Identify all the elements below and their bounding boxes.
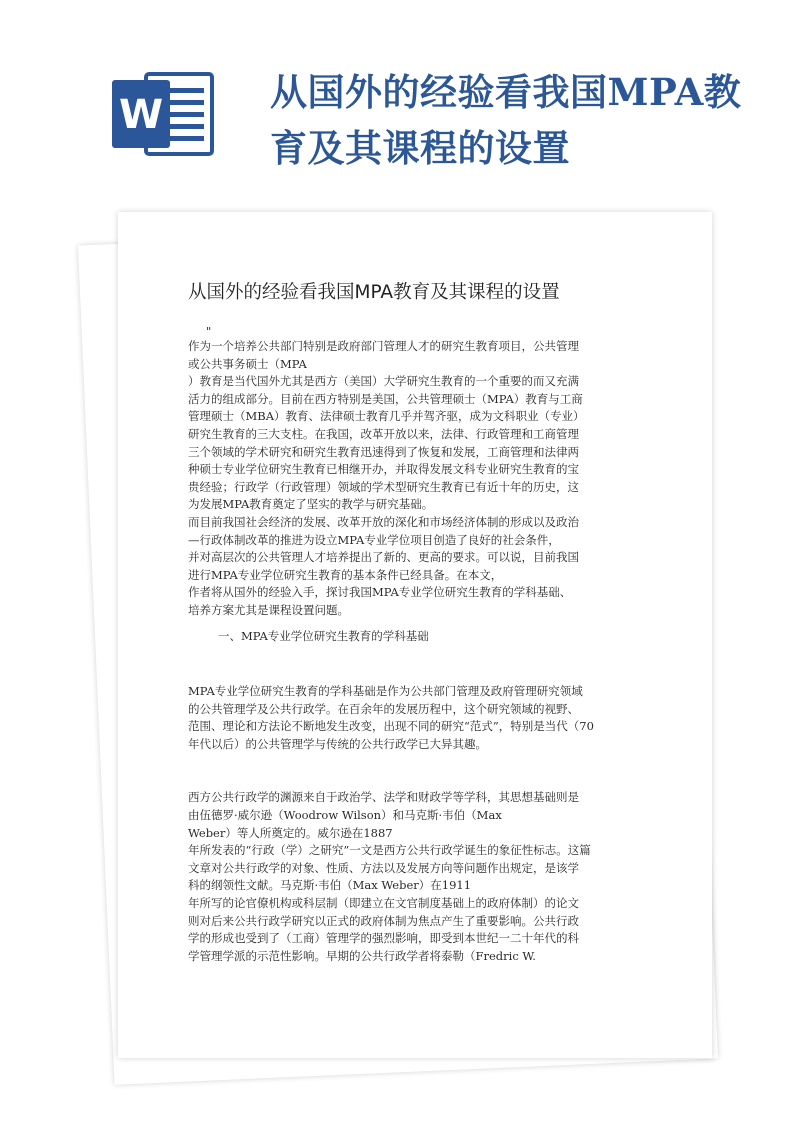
text-line: 由伍德罗·威尔逊（Woodrow Wilson）和马克斯·韦伯（Max — [188, 808, 502, 823]
document-title: 从国外的经验看我国MPA教育及其课程的设置 — [188, 282, 560, 303]
text-line: 种硕士专业学位研究生教育已相继开办，并取得发展文科专业研究生教育的宝 — [188, 462, 579, 477]
text-line: 而目前我国社会经济的发展、改革开放的深化和市场经济体制的形成以及政治 — [188, 514, 579, 529]
paragraph-spacer — [188, 773, 638, 789]
paragraph-3 — [188, 683, 638, 753]
text-line: 的公共管理学及公共行政学。在百余年的发展历程中，这个研究领域的视野、 — [188, 701, 579, 716]
text-line: 或公共事务硕士（MPA — [188, 356, 307, 371]
logo-letter: W — [118, 92, 164, 138]
text-line: 年所写的论官僚机构或科层制（即建立在文官制度基础上的政府体制）的论文 — [188, 896, 579, 911]
text-line: 科的纲领性文献。马克斯·韦伯（Max Weber）在1911 — [188, 878, 472, 893]
header-title-line-2: 育及其课程的设置 — [270, 126, 570, 170]
section-heading: 一、MPA专业学位研究生教育的学科基础 — [218, 628, 429, 643]
text-line: 范围、理论和方法论不断地发生改变，出现不同的研究“范式”，特别是当代（70 — [188, 719, 594, 734]
text-line: 学的形成也受到了（工商）管理学的强烈影响，即受到本世纪一二十年代的科 — [188, 931, 579, 946]
text-line: 管理硕士（MBA）教育、法律硕士教育几乎并驾齐驱，成为文科职业（专业） — [188, 409, 585, 424]
text-line: 贵经验；行政学（行政管理）领域的学术型研究生教育已有近十年的历史，这 — [188, 479, 579, 494]
text-line: —行政体制改革的推进为设立MPA专业学位项目创造了良好的社会条件， — [188, 532, 560, 547]
document-body — [188, 280, 638, 965]
text-line: Weber）等人所奠定的。威尔逊在1887 — [188, 825, 393, 840]
text-line: 作为一个培养公共部门特别是政府部门管理人才的研究生教育项目，公共管理 — [188, 339, 579, 353]
header-title-line-1: 从国外的经验看我国MPA教 — [270, 70, 742, 114]
quote-mark: " — [206, 324, 212, 338]
text-line: 学管理学派的示范性影响。早期的公共行政学者将泰勒（Fredric W. — [188, 948, 536, 963]
text-line: 作者将从国外的经验入手，探讨我国MPA专业学位研究生教育的学科基础、 — [188, 585, 572, 600]
text-line: 年代以后）的公共管理学与传统的公共行政学已大异其趣。 — [188, 736, 487, 751]
text-line: 并对高层次的公共管理人才培养提出了新的、更高的要求。可以说，目前我国 — [188, 550, 579, 565]
text-line: 文章对公共行政学的对象、性质、方法以及发展方向等问题作出规定，是该学 — [188, 860, 579, 875]
text-line: 进行MPA专业学位研究生教育的基本条件已经具备。在本文， — [188, 567, 503, 582]
text-line: 三个领域的学术研究和研究生教育迅速得到了恢复和发展，工商管理和法律两 — [188, 444, 579, 459]
text-line: 研究生教育的三大支柱。在我国，改革开放以来，法律、行政管理和工商管理 — [188, 426, 579, 441]
text-line: MPA专业学位研究生教育的学科基础是作为公共部门管理及政府管理研究领域 — [188, 684, 583, 699]
paragraph-spacer — [188, 753, 638, 773]
paragraph-4 — [188, 789, 638, 965]
paragraph-1 — [188, 338, 638, 514]
text-line: 活力的组成部分。目前在西方特别是美国，公共管理硕士（MPA）教育与工商 — [188, 391, 583, 406]
text-line: 西方公共行政学的渊源来自于政治学、法学和财政学等学科，其思想基础则是 — [188, 790, 579, 805]
text-line: ）教育是当代国外尤其是西方（美国）大学研究生教育的一个重要的而又充满 — [188, 374, 579, 389]
text-line: 培养方案尤其是课程设置问题。 — [188, 602, 349, 617]
paragraph-2 — [188, 514, 638, 620]
text-line: 则对后来公共行政学研究以正式的政府体制为焦点产生了重要影响。公共行政 — [188, 913, 579, 928]
text-line: 为发展MPA教育奠定了坚实的教学与研究基础。 — [188, 497, 434, 512]
text-line: 年所发表的“行政（学）之研究”一文是西方公共行政学诞生的象征性标志。这篇 — [188, 843, 591, 858]
